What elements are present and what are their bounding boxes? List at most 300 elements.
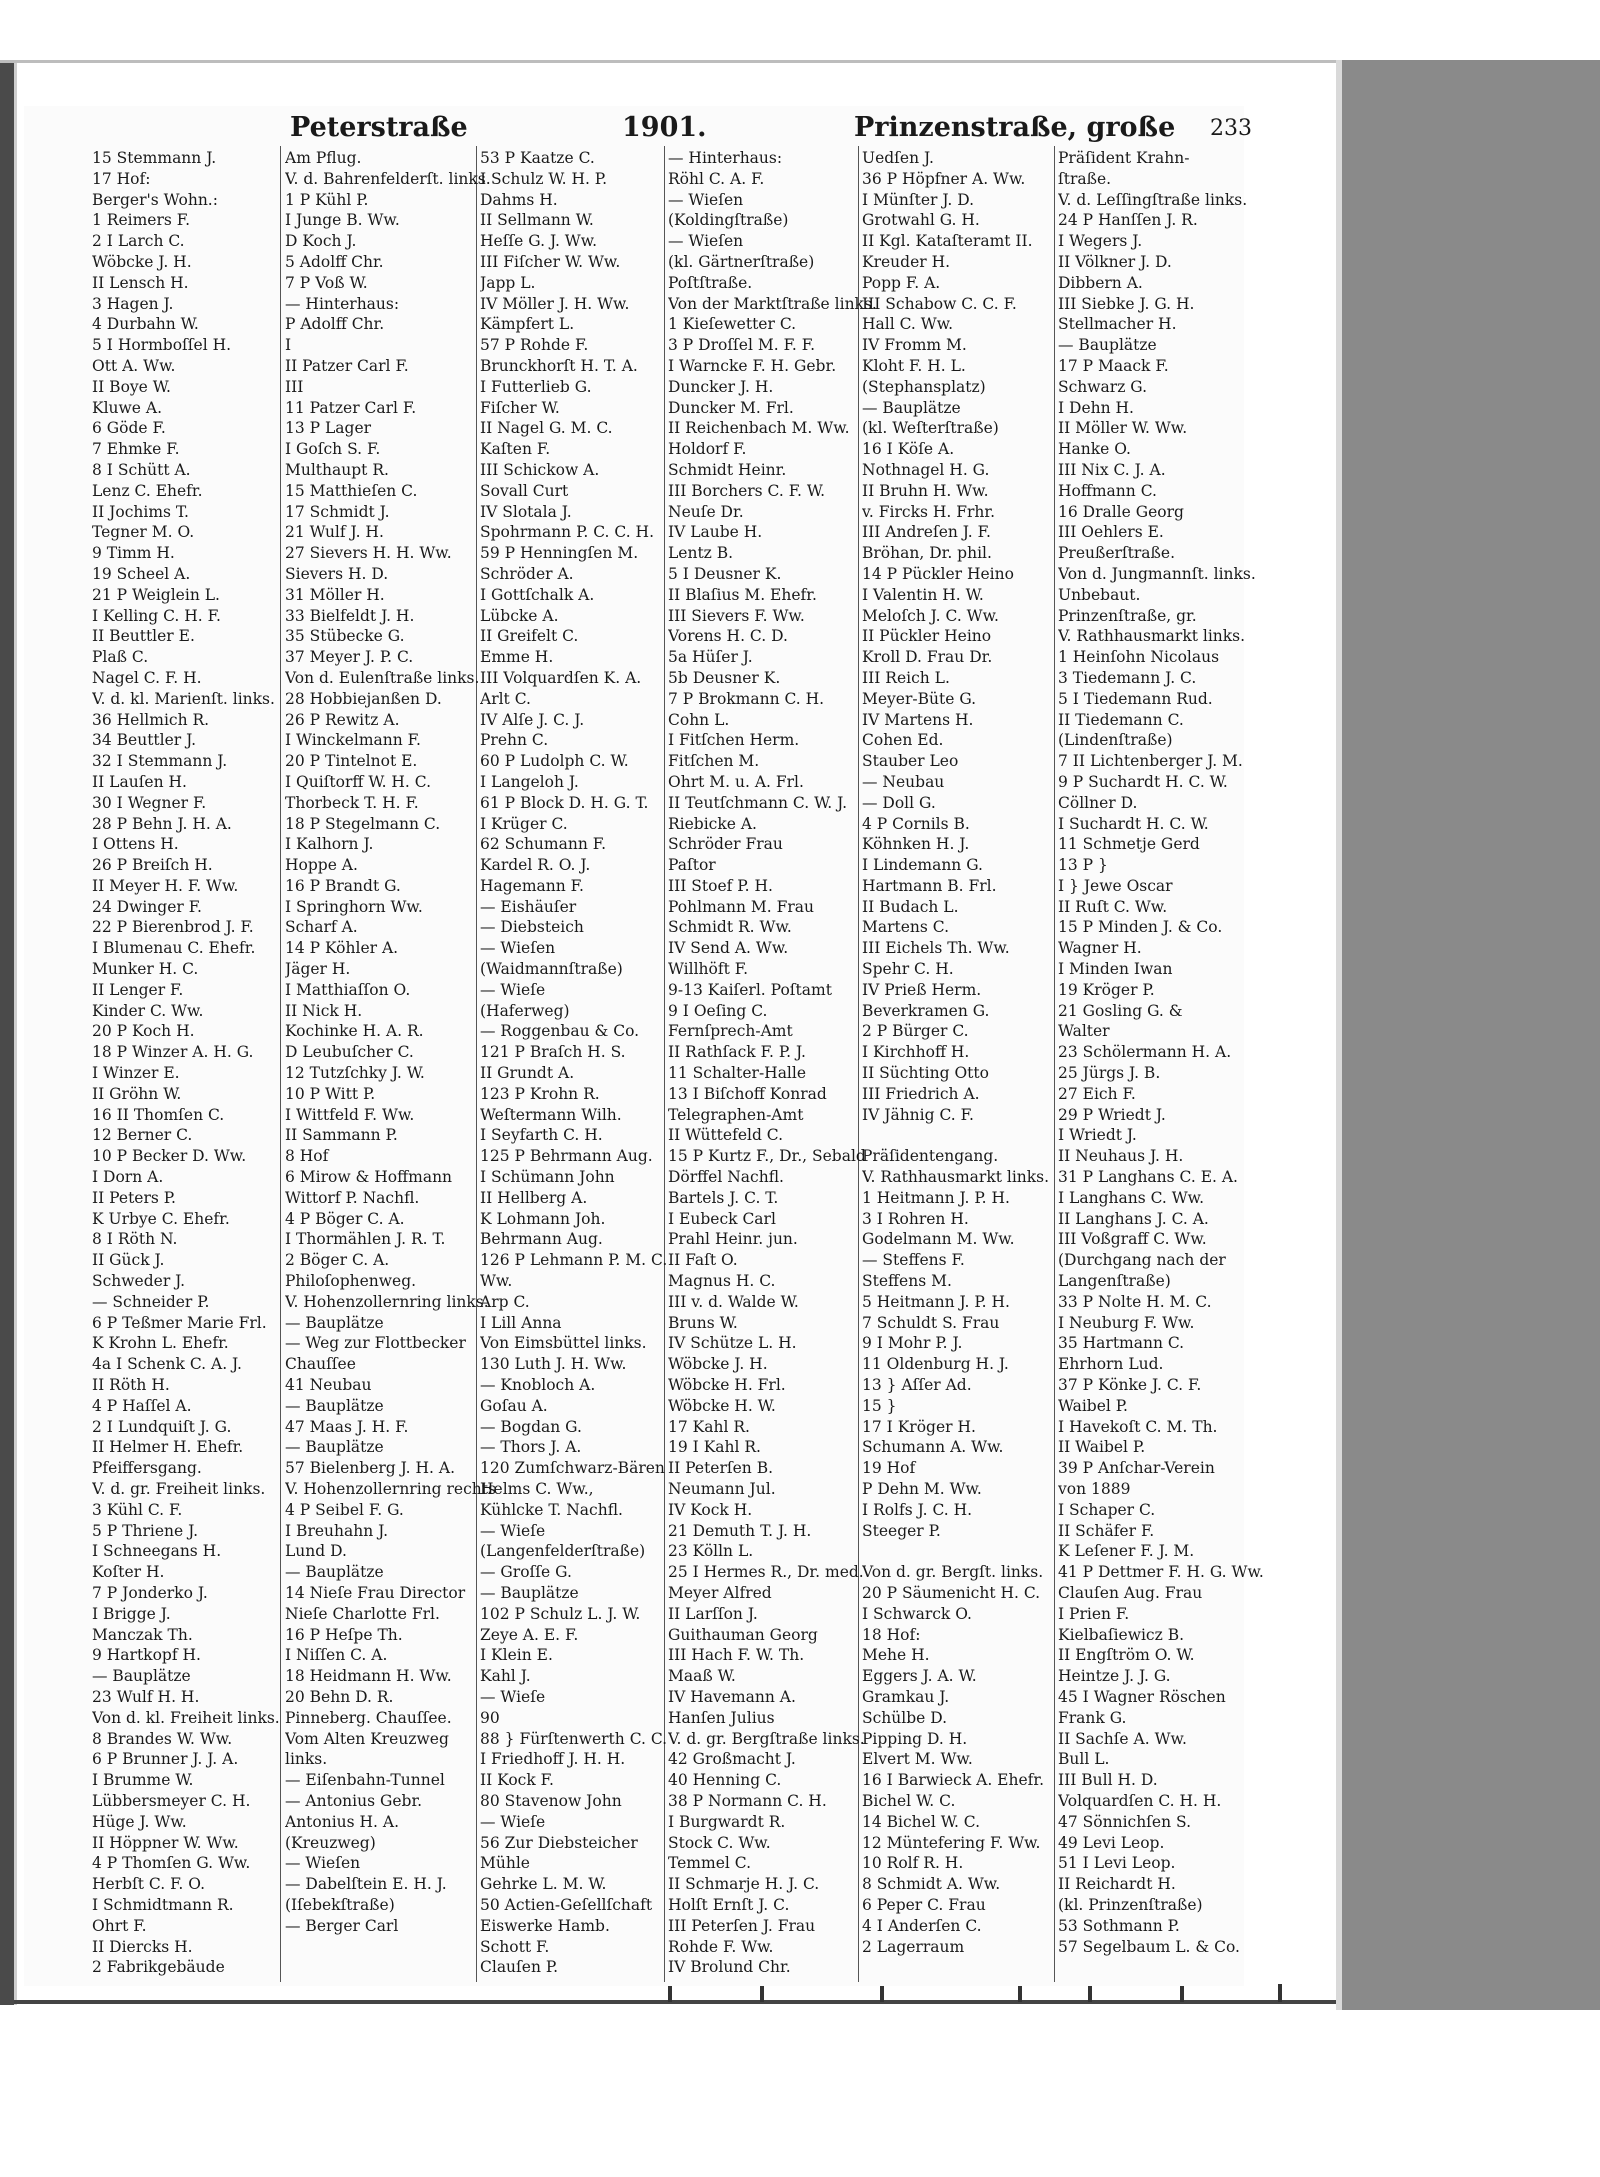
- directory-entry: 30 I Wegner F.: [92, 793, 207, 812]
- directory-entry: Kielbaſiewicz B.: [1058, 1625, 1185, 1644]
- directory-entry: Schröder A.: [480, 564, 574, 583]
- directory-entry: 7 P Brokmann C. H.: [668, 689, 825, 708]
- directory-entry: Waibel P.: [1058, 1396, 1128, 1415]
- directory-entry: 13 I Biſchoff Konrad: [668, 1084, 827, 1103]
- directory-entry: I Schmidtmann R.: [92, 1895, 234, 1914]
- directory-entry: 15 }: [862, 1396, 897, 1415]
- directory-entry: 32 I Stemmann J.: [92, 752, 228, 771]
- directory-entry: 16 I Barwieck A. Ehefr.: [862, 1771, 1045, 1790]
- directory-entry: 8 Hof: [285, 1147, 329, 1166]
- column-rule: [1054, 146, 1055, 1982]
- directory-entry: 9 P Suchardt H. C. W.: [1058, 772, 1228, 791]
- directory-entry: Hoppe A.: [285, 856, 358, 875]
- directory-entry: III v. d. Walde W.: [668, 1292, 799, 1311]
- directory-entry: I Wegers J.: [1058, 232, 1143, 251]
- directory-entry: Pinneberg. Chauſſee.: [285, 1708, 452, 1727]
- header-left-street: Peterstraße: [290, 112, 468, 143]
- directory-entry: Schülbe D.: [862, 1708, 948, 1727]
- directory-entry: Kroll D. Frau Dr.: [862, 648, 993, 667]
- directory-entry: 41 Neubau: [285, 1376, 372, 1395]
- directory-entry: Dahms H.: [480, 190, 558, 209]
- directory-entry: (kl. Weſterſtraße): [862, 419, 999, 438]
- directory-entry: Ehrhorn Lud.: [1058, 1355, 1164, 1374]
- directory-entry: 6 Mirow & Hoffmann: [285, 1168, 453, 1187]
- directory-entry: V. d. kl. Marienſt. links.: [92, 689, 275, 708]
- directory-column-3: [480, 148, 667, 1978]
- directory-entry: 5 Adolff Chr.: [285, 252, 384, 271]
- directory-entry: Bröhan, Dr. phil.: [862, 544, 992, 563]
- directory-entry: II Meyer H. F. Ww.: [92, 876, 239, 895]
- directory-entry: 28 P Behn J. H. A.: [92, 814, 232, 833]
- directory-entry: K Urbye C. Ehefr.: [92, 1209, 230, 1228]
- directory-entry: 35 Stübecke G.: [285, 627, 405, 646]
- directory-entry: 27 Sievers H. H. Ww.: [285, 544, 452, 563]
- scan-tick-mark: [668, 1984, 672, 2002]
- directory-entry: Prehn C.: [480, 731, 549, 750]
- directory-entry: V. Rathhausmarkt links.: [1058, 627, 1246, 646]
- directory-entry: II Gück J.: [92, 1251, 165, 1270]
- directory-entry: I Matthiaſſon O.: [285, 980, 411, 999]
- directory-entry: I Niſſen C. A.: [285, 1646, 388, 1665]
- directory-entry: 16 II Thomſen C.: [92, 1105, 225, 1124]
- directory-entry: (Lindenſtraße): [1058, 731, 1173, 750]
- directory-entry: Telegraphen-Amt: [668, 1105, 804, 1124]
- directory-entry: Schott F.: [480, 1937, 550, 1956]
- directory-entry: — Roggenbau & Co.: [480, 1022, 640, 1041]
- directory-entry: Steeger P.: [862, 1521, 941, 1540]
- directory-entry: III Oehlers E.: [1058, 523, 1164, 542]
- directory-entry: 5a Hüſer J.: [668, 648, 753, 667]
- directory-entry: 53 P Kaatze C.: [480, 149, 595, 167]
- directory-entry: 45 I Wagner Röschen: [1058, 1687, 1226, 1706]
- directory-entry: II Larſſon J.: [668, 1604, 758, 1623]
- directory-entry: Vom Alten Kreuzweg: [285, 1729, 449, 1748]
- directory-entry: P Adolff Chr.: [285, 315, 385, 334]
- directory-entry: — Diebsteich: [480, 918, 584, 937]
- directory-entry: I Fitſchen Herm.: [668, 731, 800, 750]
- directory-entry: II Pückler Heino: [862, 627, 992, 646]
- directory-entry: 3 Hagen J.: [92, 294, 174, 313]
- directory-entry: Zeye A. E. F.: [480, 1625, 579, 1644]
- directory-entry: I Münſter J. D.: [862, 190, 975, 209]
- directory-entry: I Schümann John: [480, 1168, 615, 1187]
- directory-entry: 18 Heidmann H. Ww.: [285, 1667, 452, 1686]
- directory-entry: 24 P Hanſſen J. R.: [1058, 211, 1198, 230]
- directory-entry: (Waidmannſtraße): [480, 960, 623, 979]
- directory-entry: 25 I Hermes R., Dr. med.: [668, 1563, 864, 1582]
- directory-entry: 1 Heinſohn Nicolaus: [1058, 648, 1220, 667]
- directory-entry: II Wüttefeld C.: [668, 1126, 784, 1145]
- directory-entry: II Bruhn H. Ww.: [862, 481, 989, 500]
- directory-entry: II Boye W.: [92, 377, 171, 396]
- directory-entry: Prahl Heinr. jun.: [668, 1230, 798, 1249]
- directory-entry: Schumann A. Ww.: [862, 1438, 1004, 1457]
- directory-entry: Bruns W.: [668, 1313, 738, 1332]
- directory-entry: I: [285, 336, 292, 355]
- directory-entry: Behrmann Aug.: [480, 1230, 603, 1249]
- directory-entry: (kl. Gärtnerſtraße): [668, 252, 815, 271]
- directory-entry: I Rolfs J. C. H.: [862, 1500, 973, 1519]
- directory-entry: Frank G.: [1058, 1708, 1127, 1727]
- directory-entry: 11 Oldenburg H. J.: [862, 1355, 1009, 1374]
- directory-entry: — Wieſen: [668, 232, 744, 251]
- scan-border-left: [0, 60, 14, 2005]
- directory-entry: I Valentin H. W.: [862, 585, 984, 604]
- directory-entry: v. Fircks H. Frhr.: [862, 502, 995, 521]
- directory-entry: III Schabow C. C. F.: [862, 294, 1017, 313]
- directory-entry: Dibbern A.: [1058, 273, 1143, 292]
- directory-entry: II Helmer H. Ehefr.: [92, 1438, 244, 1457]
- directory-entry: Preußerſtraße.: [1058, 544, 1175, 563]
- scan-border-right: [1336, 60, 1600, 2010]
- directory-entry: (kl. Prinzenſtraße): [1058, 1895, 1203, 1914]
- directory-entry: 2 I Larch C.: [92, 232, 185, 251]
- directory-entry: Präſidentengang.: [862, 1147, 999, 1166]
- directory-entry: Meloſch J. C. Ww.: [862, 606, 999, 625]
- directory-entry: 17 Kahl R.: [668, 1417, 750, 1436]
- directory-entry: Ott A. Ww.: [92, 356, 176, 375]
- directory-entry: 41 P Dettmer F. H. G. Ww.: [1058, 1563, 1264, 1582]
- directory-entry: 15 P Kurtz F., Dr., Sebald: [668, 1147, 866, 1166]
- directory-entry: 12 Tutzſchky J. W.: [285, 1064, 425, 1083]
- directory-entry: Am Pflug.: [285, 149, 362, 167]
- directory-entry: Von d. gr. Bergſt. links.: [862, 1563, 1044, 1582]
- directory-entry: I Seyfarth C. H.: [480, 1126, 603, 1145]
- directory-entry: 126 P Lehmann P. M. C.: [480, 1251, 668, 1270]
- directory-entry: II Lauſen H.: [92, 772, 187, 791]
- directory-entry: Chauſſee: [285, 1355, 356, 1374]
- directory-entry: Rohde F. Ww.: [668, 1937, 774, 1956]
- directory-entry: — Wieſen: [480, 939, 556, 958]
- directory-entry: Paſtor: [668, 856, 716, 875]
- directory-entry: 19 Hof: [862, 1459, 916, 1478]
- directory-entry: — Bauplätze: [285, 1313, 384, 1332]
- directory-entry: I Neuburg F. Ww.: [1058, 1313, 1195, 1332]
- directory-entry: I Warncke F. H. Gebr.: [668, 356, 837, 375]
- directory-entry: Japp L.: [480, 273, 536, 292]
- directory-entry: Jäger H.: [285, 960, 351, 979]
- directory-entry: Grotwahl G. H.: [862, 211, 980, 230]
- directory-entry: I Dehn H.: [1058, 398, 1134, 417]
- directory-entry: 8 I Röth N.: [92, 1230, 178, 1249]
- directory-entry: — Wieſe: [480, 1812, 546, 1831]
- directory-entry: Gehrke L. M. W.: [480, 1875, 607, 1894]
- directory-entry: 10 Rolf R. H.: [862, 1854, 964, 1873]
- directory-entry: Helms C. Ww.,: [480, 1480, 594, 1498]
- directory-entry: II Engſtröm O. W.: [1058, 1646, 1195, 1665]
- directory-entry: Hoffmann C.: [1058, 481, 1157, 500]
- directory-entry: 4 I Anderſen C.: [862, 1916, 982, 1935]
- directory-entry: Maaß W.: [668, 1667, 736, 1686]
- directory-entry: I Winckelmann F.: [285, 731, 421, 750]
- directory-entry: III Sievers F. Ww.: [668, 606, 805, 625]
- directory-entry: Nothnagel H. G.: [862, 460, 990, 479]
- directory-entry: (Koldingſtraße): [668, 211, 789, 230]
- directory-entry: Wöbcke J. H.: [92, 252, 192, 271]
- directory-entry: Schwarz G.: [1058, 377, 1148, 396]
- directory-entry: 18 Hof:: [862, 1625, 921, 1644]
- directory-entry: (Stephansplatz): [862, 377, 986, 396]
- directory-entry: Elvert M. Ww.: [862, 1750, 973, 1769]
- directory-entry: II Kock F.: [480, 1771, 554, 1790]
- directory-entry: I Goſch S. F.: [285, 440, 381, 459]
- directory-entry: 26 P Breiſch H.: [92, 856, 213, 875]
- directory-entry: Godelmann M. Ww.: [862, 1230, 1015, 1249]
- directory-entry: 21 Demuth T. J. H.: [668, 1521, 812, 1540]
- directory-entry: Wöbcke J. H.: [668, 1355, 768, 1374]
- directory-entry: Kämpfert L.: [480, 315, 575, 334]
- directory-entry: 20 P Tintelnot E.: [285, 752, 418, 771]
- directory-entry: 16 I Köſe A.: [862, 440, 955, 459]
- directory-entry: — Knobloch A.: [480, 1376, 596, 1395]
- directory-entry: 11 Patzer Carl F.: [285, 398, 417, 417]
- directory-entry: II Möller W. Ww.: [1058, 419, 1188, 438]
- scan-tick-mark: [880, 1984, 884, 2002]
- directory-entry: 33 P Nolte H. M. C.: [1058, 1292, 1212, 1311]
- directory-entry: Poſtſtraße.: [668, 273, 753, 292]
- directory-entry: Kahl J.: [480, 1667, 531, 1686]
- directory-entry: Schweder J.: [92, 1272, 186, 1291]
- directory-entry: IV Prieß Herm.: [862, 980, 982, 999]
- directory-entry: 2 I Lundquiſt J. G.: [92, 1417, 232, 1436]
- directory-entry: 25 Jürgs J. B.: [1058, 1064, 1161, 1083]
- directory-entry: 18 P Stegelmann C.: [285, 814, 441, 833]
- directory-entry: V. d. gr. Bergſtraße links.: [668, 1729, 865, 1748]
- directory-entry: 3 Kühl C. F.: [92, 1500, 183, 1519]
- directory-entry: Thorbeck T. H. F.: [285, 793, 419, 812]
- directory-entry: Schröder Frau: [668, 835, 783, 854]
- directory-entry: III Reich L.: [862, 668, 950, 687]
- directory-entry: Bull L.: [1058, 1750, 1110, 1769]
- directory-entry: II Patzer Carl F.: [285, 356, 409, 375]
- directory-entry: 14 Nieſe Frau Director: [285, 1583, 466, 1602]
- directory-entry: 80 Stavenow John: [480, 1791, 622, 1810]
- directory-entry: Kloht F. H. L.: [862, 356, 966, 375]
- directory-entry: II Schäfer F.: [1058, 1521, 1155, 1540]
- directory-entry: Meyer-Büte G.: [862, 689, 977, 708]
- header-right-street: Prinzenstraße, große: [854, 112, 1176, 143]
- directory-entry: II Schmarje H. J. C.: [668, 1875, 820, 1894]
- directory-entry: I Springhorn Ww.: [285, 897, 423, 916]
- directory-entry: IV Kock H.: [668, 1500, 753, 1519]
- directory-entry: 130 Luth J. H. Ww.: [480, 1355, 627, 1374]
- directory-entry: Fitſchen M.: [668, 752, 760, 771]
- directory-entry: D Koch J.: [285, 232, 357, 251]
- directory-column-4: [668, 148, 877, 1978]
- directory-entry: Holdorf F.: [668, 440, 747, 459]
- directory-entry: Plaß C.: [92, 648, 149, 667]
- directory-entry: 39 P Anſchar-Verein: [1058, 1459, 1215, 1478]
- directory-entry: Köhnken H. J.: [862, 835, 970, 854]
- scan-tick-mark: [1180, 1984, 1184, 2002]
- directory-entry: 2 P Bürger C.: [862, 1022, 969, 1041]
- directory-entry: 57 Segelbaum L. & Co.: [1058, 1937, 1240, 1956]
- directory-entry: 15 Matthieſen C.: [285, 481, 418, 500]
- scan-tick-mark: [760, 1984, 764, 2002]
- directory-entry: Brunckhorſt H. T. A.: [480, 356, 638, 375]
- directory-entry: III Fiſcher W. Ww.: [480, 252, 621, 271]
- directory-entry: 28 Hobbiejanßen D.: [285, 689, 442, 708]
- scan-tick-mark: [1018, 1984, 1022, 2002]
- directory-entry: III Hach F. W. Th.: [668, 1646, 805, 1665]
- directory-entry: 56 Zur Diebsteicher: [480, 1833, 638, 1852]
- directory-entry: Scharf A.: [285, 918, 358, 937]
- directory-entry: 21 Wulf J. H.: [285, 523, 384, 542]
- directory-entry: 20 P Säumenicht H. C.: [862, 1583, 1041, 1602]
- directory-entry: I Schwarck O.: [862, 1604, 972, 1623]
- directory-entry: 36 P Höpfner A. Ww.: [862, 169, 1026, 188]
- directory-entry: — Groſſe G.: [480, 1563, 572, 1582]
- directory-entry: 9 Hartkopf H.: [92, 1646, 201, 1665]
- directory-entry: II Jochims T.: [92, 502, 189, 521]
- directory-entry: 31 P Langhans C. E. A.: [1058, 1168, 1238, 1187]
- directory-entry: 1 P Kühl P.: [285, 190, 369, 209]
- directory-entry: I Quiſtorff W. H. C.: [285, 772, 432, 791]
- directory-entry: III Bull H. D.: [1058, 1771, 1158, 1790]
- directory-entry: I Lill Anna: [480, 1313, 562, 1332]
- directory-entry: I Gottſchalk A.: [480, 585, 595, 604]
- directory-entry: D Leubuſcher C.: [285, 1043, 414, 1062]
- directory-entry: III: [285, 377, 304, 396]
- directory-entry: I Schulz W. H. P.: [480, 169, 608, 188]
- directory-entry: Tegner M. O.: [92, 523, 195, 542]
- directory-entry: I Breuhahn J.: [285, 1521, 389, 1540]
- directory-entry: 7 Ehmke F.: [92, 440, 180, 459]
- directory-entry: K Leſener F. J. M.: [1058, 1542, 1195, 1561]
- directory-entry: Herbſt C. F. O.: [92, 1875, 205, 1894]
- directory-entry: Arp C.: [480, 1292, 530, 1311]
- directory-entry: Spohrmann P. C. C. H.: [480, 523, 655, 542]
- directory-entry: Manczak Th.: [92, 1625, 193, 1644]
- directory-entry: Duncker M. Frl.: [668, 398, 794, 417]
- directory-entry: Philoſophenweg.: [285, 1272, 417, 1291]
- directory-entry: V. Hohenzollernring rechts: [285, 1480, 496, 1498]
- directory-entry: II Süchting Otto: [862, 1064, 989, 1083]
- directory-entry: Meyer Alfred: [668, 1583, 772, 1602]
- directory-entry: Gramkau J.: [862, 1687, 950, 1706]
- directory-entry: Pfeiffersgang.: [92, 1459, 202, 1478]
- directory-entry: I Brumme W.: [92, 1771, 194, 1790]
- directory-entry: 9 I Oeſing C.: [668, 1001, 768, 1020]
- directory-entry: — Schneider P.: [92, 1292, 210, 1311]
- directory-entry: 3 I Rohren H.: [862, 1209, 969, 1228]
- directory-entry: Ww.: [480, 1272, 513, 1291]
- directory-entry: II Reichenbach M. Ww.: [668, 419, 850, 438]
- directory-entry: I Krüger C.: [480, 814, 568, 833]
- directory-entry: — Wieſe: [480, 1521, 546, 1540]
- directory-entry: IV Send A. Ww.: [668, 939, 789, 958]
- directory-entry: 37 Meyer J. P. C.: [285, 648, 414, 667]
- directory-entry: — Wieſe: [480, 980, 546, 999]
- directory-entry: Lund D.: [285, 1542, 347, 1561]
- directory-entry: II Hellberg A.: [480, 1188, 588, 1207]
- directory-entry: 23 Kölln L.: [668, 1542, 754, 1561]
- directory-entry: II Kgl. Kataſteramt II.: [862, 232, 1033, 251]
- directory-entry: III Stoef P. H.: [668, 876, 773, 895]
- directory-entry: 26 P Rewitz A.: [285, 710, 400, 729]
- directory-entry: 23 Schölermann H. A.: [1058, 1043, 1232, 1062]
- directory-entry: 33 Bielfeldt J. H.: [285, 606, 415, 625]
- directory-entry: — Thors J. A.: [480, 1438, 582, 1457]
- directory-entry: 61 P Block D. H. G. T.: [480, 793, 649, 812]
- directory-entry: II Lenger F.: [92, 980, 184, 999]
- directory-entry: Kinder C. Ww.: [92, 1001, 204, 1020]
- directory-entry: Munker H. C.: [92, 960, 199, 979]
- directory-entry: I Kalhorn J.: [285, 835, 374, 854]
- directory-entry: 2 Fabrikgebäude: [92, 1958, 225, 1977]
- directory-entry: Neumann Jul.: [668, 1480, 776, 1498]
- directory-entry: Mühle: [480, 1854, 530, 1873]
- directory-entry: I } Jewe Oscar: [1058, 876, 1173, 895]
- directory-entry: 50 Actien-Geſellſchaft: [480, 1895, 653, 1914]
- directory-entry: I Dorn A.: [92, 1168, 164, 1187]
- directory-entry: I Brigge J.: [92, 1604, 171, 1623]
- directory-entry: III Siebke J. G. H.: [1058, 294, 1195, 313]
- directory-entry: 6 Göde F.: [92, 419, 166, 438]
- directory-entry: Unbebaut.: [1058, 585, 1141, 604]
- directory-entry: 27 Eich F.: [1058, 1084, 1136, 1103]
- directory-entry: 1 Kieſewetter C.: [668, 315, 797, 334]
- directory-entry: 102 P Schulz L. J. W.: [480, 1604, 641, 1623]
- directory-entry: I Suchardt H. C. W.: [1058, 814, 1209, 833]
- directory-entry: Wittorf P. Nachfl.: [285, 1188, 420, 1207]
- directory-entry: (Iſebekſtraße): [285, 1895, 395, 1914]
- directory-entry: 16 P Heſpe Th.: [285, 1625, 403, 1644]
- directory-entry: 90: [480, 1708, 500, 1727]
- directory-entry: Stellmacher H.: [1058, 315, 1177, 334]
- directory-entry: 13 P }: [1058, 856, 1108, 875]
- directory-entry: IV Jähnig C. F.: [862, 1105, 974, 1124]
- directory-entry: Lübcke A.: [480, 606, 559, 625]
- directory-entry: 11 Schalter-Halle: [668, 1064, 807, 1083]
- scan-border-left-inner: [14, 60, 17, 2005]
- directory-entry: Pipping D. H.: [862, 1729, 968, 1748]
- directory-entry: — Bauplätze: [480, 1583, 579, 1602]
- directory-entry: I Wittfeld F. Ww.: [285, 1105, 415, 1124]
- directory-entry: I Schneegans H.: [92, 1542, 222, 1561]
- directory-entry: Kluwe A.: [92, 398, 163, 417]
- directory-entry: 6 P Brunner J. J. A.: [92, 1750, 239, 1769]
- directory-entry: — Eiſenbahn-Tunnel: [285, 1771, 445, 1790]
- directory-entry: 34 Beuttler J.: [92, 731, 197, 750]
- directory-entry: Bartels J. C. T.: [668, 1188, 779, 1207]
- directory-entry: Vorens H. C. D.: [668, 627, 788, 646]
- directory-entry: I Friedhoff J. H. H.: [480, 1750, 626, 1769]
- directory-entry: 51 I Levi Leop.: [1058, 1854, 1176, 1873]
- directory-entry: 3 Tiedemann J. C.: [1058, 668, 1197, 687]
- directory-entry: V. Rathhausmarkt links.: [862, 1168, 1050, 1187]
- directory-entry: 4 P Haſſel A.: [92, 1396, 192, 1415]
- directory-entry: II Faſt O.: [668, 1251, 738, 1270]
- directory-entry: Kühlcke T. Nachfl.: [480, 1500, 623, 1519]
- directory-entry: II Teutſchmann C. W. J.: [668, 793, 848, 812]
- scan-tick-mark: [1088, 1984, 1092, 2002]
- directory-entry: I Minden Iwan: [1058, 960, 1173, 979]
- directory-entry: III Eichels Th. Ww.: [862, 939, 1010, 958]
- directory-entry: — Berger Carl: [285, 1916, 399, 1935]
- directory-entry: I Eubeck Carl: [668, 1209, 776, 1228]
- directory-entry: 13 } Aſſer Ad.: [862, 1376, 972, 1395]
- directory-entry: Schmidt Heinr.: [668, 460, 787, 479]
- directory-entry: 15 P Minden J. & Co.: [1058, 918, 1223, 937]
- directory-entry: I Futterlieb G.: [480, 377, 592, 396]
- directory-entry: Temmel C.: [668, 1854, 751, 1873]
- directory-entry: 88 } Fürſtenwerth C. C.: [480, 1729, 668, 1748]
- directory-entry: 16 Dralle Georg: [1058, 502, 1184, 521]
- directory-entry: Von der Marktſtraße links.: [668, 294, 877, 313]
- directory-entry: Arlt C.: [480, 689, 531, 708]
- directory-entry: 120 Zumſchwarz-Bären: [480, 1459, 665, 1478]
